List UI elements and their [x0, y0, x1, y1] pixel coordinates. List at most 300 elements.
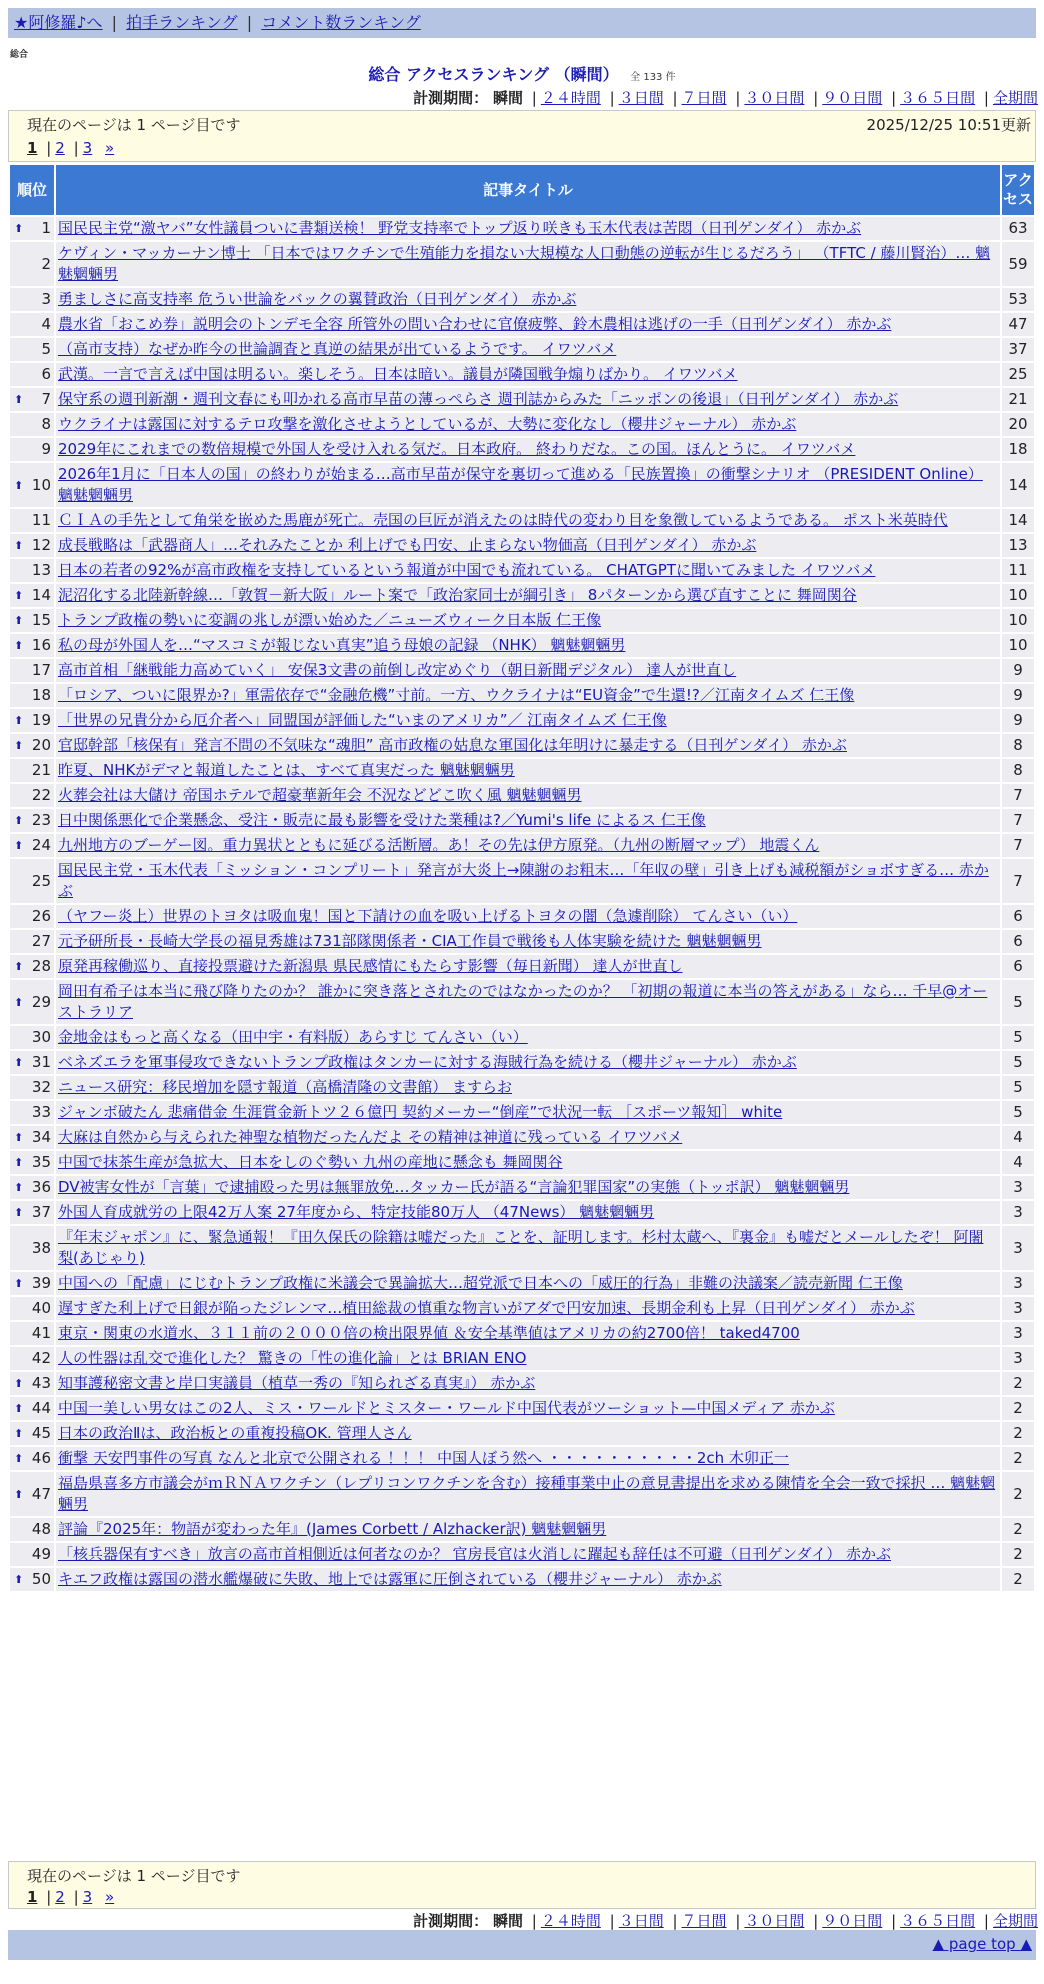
article-link[interactable]: 九州地方のブーゲー図。重力異状とともに延びる活断層。あ！その先は伊方原発。（九州の断層マップ） 地震くん: [58, 836, 820, 854]
article-link[interactable]: 日中関係悪化で企業懸念、受注・販売に最も影響を受けた業種は?／Yumi's life によるス 仁王像: [58, 811, 706, 829]
period-link-3d[interactable]: ３日間: [618, 89, 664, 107]
article-link[interactable]: 東京・関東の水道水、３１１前の２０００倍の検出限界値 ＆安全基準値はアメリカの約2700倍！ taked4700: [58, 1324, 800, 1342]
top-nav-bar: [8, 8, 1036, 38]
rank-number: 37: [31, 1203, 51, 1221]
access-count: 6: [1002, 930, 1034, 953]
rank-cell: [10, 338, 54, 361]
up-arrow-icon: ⬆: [14, 1181, 24, 1194]
period-label: 計測期間：: [413, 89, 489, 107]
access-count: 2: [1002, 1543, 1034, 1566]
period-link-all[interactable]: 全期間: [992, 1912, 1038, 1930]
article-link[interactable]: 金地金はもっと高くなる（田中宇・有料版）あらすじ てんさい（い）: [58, 1028, 528, 1046]
rank-number: 27: [31, 932, 51, 950]
rank-cell: [10, 1372, 54, 1395]
rank-cell: [10, 1226, 54, 1270]
rank-cell: [10, 1176, 54, 1199]
table-row: [10, 1026, 1034, 1049]
period-selector-bottom: 計測期間： 瞬間 | ２４時間 | ３日間 | ７日間 | ３０日間 | ９０日間 | ３６５日間 | 全期間: [413, 1912, 1038, 1930]
table-row: [10, 413, 1034, 436]
pager-top: 1 | 2 | 3 »: [27, 139, 115, 157]
access-count: 3: [1002, 1176, 1034, 1199]
title-cell: [56, 288, 1000, 311]
table-row: [10, 659, 1034, 682]
table-row: [10, 1322, 1034, 1345]
access-count: 59: [1002, 242, 1034, 286]
table-row: [10, 1372, 1034, 1395]
article-link[interactable]: 遅すぎた利上げで日銀が陥ったジレンマ…植田総裁の慎重な物言いがアダで円安加速、長期金利も上昇（日刊ゲンダイ） 赤かぶ: [58, 1299, 915, 1317]
access-count: 47: [1002, 313, 1034, 336]
article-link[interactable]: 中国で抹茶生産が急拡大、日本をしのぐ勢い 九州の産地に懸念も 舞岡関谷: [58, 1153, 563, 1171]
access-count: 3: [1002, 1226, 1034, 1270]
access-count: 9: [1002, 709, 1034, 732]
article-link[interactable]: 人の性器は乱交で進化した？ 驚きの「性の進化論」とは BRIAN ENO: [58, 1349, 527, 1367]
pager-page-3[interactable]: 3: [82, 1888, 93, 1906]
title-cell: [56, 1272, 1000, 1295]
rank-cell: [10, 313, 54, 336]
rank-cell: [10, 1422, 54, 1445]
title-cell: [56, 509, 1000, 532]
rank-number: 21: [31, 761, 51, 779]
rank-cell: [10, 1297, 54, 1320]
title-cell: [56, 584, 1000, 607]
title-cell: [56, 1397, 1000, 1420]
title-cell: [56, 684, 1000, 707]
period-link-90d[interactable]: ９０日間: [822, 1912, 883, 1930]
title-cell: [56, 1051, 1000, 1074]
access-count: 3: [1002, 1322, 1034, 1345]
access-count: 2: [1002, 1372, 1034, 1395]
article-link[interactable]: ウクライナは露国に対するテロ攻撃を激化させようとしているが、大勢に変化なし（櫻井ジャーナル） 赤かぶ: [58, 415, 797, 433]
table-row: [10, 834, 1034, 857]
page-info-text: 現在のページは 1 ページ目です: [27, 116, 241, 134]
rank-cell: [10, 905, 54, 928]
title-cell: [56, 1543, 1000, 1566]
period-label: 計測期間：: [413, 1912, 489, 1930]
access-count: 10: [1002, 634, 1034, 657]
table-row: [10, 1272, 1034, 1295]
access-count: 14: [1002, 509, 1034, 532]
rank-cell: [10, 559, 54, 582]
article-link[interactable]: 国民民主党“激ヤバ”女性議員ついに書類送検！ 野党支持率でトップ返り咲きも玉木代表は苦悶（日刊ゲンダイ） 赤かぶ: [58, 219, 862, 237]
access-count: 3: [1002, 1297, 1034, 1320]
rank-number: 30: [31, 1028, 51, 1046]
article-link[interactable]: 「世界の兄貴分から厄介者へ」同盟国が評価した“いまのアメリカ”／ 江南タイムズ 仁王像: [58, 711, 667, 729]
access-count: 7: [1002, 834, 1034, 857]
table-row: [10, 463, 1034, 507]
table-row: [10, 684, 1034, 707]
ranking-table: [8, 163, 1036, 1593]
period-link-30d[interactable]: ３０日間: [744, 1912, 805, 1930]
access-count: 3: [1002, 1272, 1034, 1295]
total-count: 全 133 件: [630, 72, 676, 83]
access-count: 3: [1002, 1201, 1034, 1224]
title-cell: [56, 709, 1000, 732]
rank-number: 5: [41, 340, 51, 358]
access-column-header: アクセス: [1002, 165, 1034, 215]
rank-cell: [10, 809, 54, 832]
article-link[interactable]: 火葬会社は大儲け 帝国ホテルで超豪華新年会 不況などどこ吹く風 魑魅魍魎男: [58, 786, 582, 804]
table-row: [10, 759, 1034, 782]
access-count: 7: [1002, 784, 1034, 807]
up-arrow-icon: ⬆: [14, 1156, 24, 1169]
rank-cell: [10, 509, 54, 532]
page-title: [0, 62, 1044, 85]
rank-number: 28: [31, 957, 51, 975]
access-count: 6: [1002, 955, 1034, 978]
title-cell: [56, 905, 1000, 928]
rank-cell: [10, 1101, 54, 1124]
rank-cell: [10, 1543, 54, 1566]
article-link[interactable]: 大麻は自然から与えられた神聖な植物だったんだよ その精神は神道に残っている イワツバメ: [58, 1128, 683, 1146]
article-link[interactable]: 2026年1月に「日本人の国」の終わりが始まる…高市早苗が保守を裏切って進める「民族置換」の衝撃シナリオ （PRESIDENT Online） 魑魅魍魎男: [58, 465, 983, 504]
article-link[interactable]: DV被害女性が「言葉」で逮捕殴った男は無罪放免…タッカー氏が語る“言論犯罪国家”の実態（トッポ訳） 魑魅魍魎男: [58, 1178, 850, 1196]
rank-cell: [10, 930, 54, 953]
up-arrow-icon: ⬆: [14, 639, 24, 652]
rank-number: 25: [31, 871, 51, 890]
article-link[interactable]: 「核兵器保有すべき」放言の高市首相側近は何者なのか？ 官房長官は火消しに躍起も辞任は不可避（日刊ゲンダイ） 赤かぶ: [58, 1545, 892, 1563]
applause-ranking-link[interactable]: 拍手ランキング: [126, 13, 238, 32]
comment-ranking-link[interactable]: コメント数ランキング: [261, 13, 421, 32]
rank-cell: [10, 784, 54, 807]
access-count: 5: [1002, 1051, 1034, 1074]
up-arrow-icon: ⬆: [14, 1277, 24, 1290]
rank-cell: [10, 1201, 54, 1224]
title-cell: [56, 313, 1000, 336]
rank-cell: [10, 1518, 54, 1541]
pager-current-page: 1: [27, 1888, 38, 1906]
table-row: [10, 1472, 1034, 1516]
rank-cell: [10, 684, 54, 707]
rank-number: 10: [31, 475, 51, 494]
article-link[interactable]: 昨夏、NHKがデマと報道したことは、すべて真実だった 魑魅魍魎男: [58, 761, 515, 779]
article-link[interactable]: 勇ましさに高支持率 危うい世論をバックの翼賛政治（日刊ゲンダイ） 赤かぶ: [58, 290, 577, 308]
up-arrow-icon: ⬆: [14, 1056, 24, 1069]
table-row: [10, 1126, 1034, 1149]
up-arrow-icon: ⬆: [14, 1427, 24, 1440]
category-label: 総合: [10, 50, 29, 60]
title-cell: [56, 1322, 1000, 1345]
up-arrow-icon: ⬆: [14, 614, 24, 627]
article-link[interactable]: 福島県喜多方市議会がｍＲＮＡワクチン（レプリコンワクチンを含む）接種事業中止の意見書提出を求める陳情を全会一致で採択 … 魑魅魍魎男: [58, 1474, 996, 1513]
access-count: 25: [1002, 363, 1034, 386]
table-row: [10, 784, 1034, 807]
up-arrow-icon: ⬆: [14, 739, 24, 752]
rank-cell: [10, 1151, 54, 1174]
title-cell: [56, 1568, 1000, 1591]
table-row: [10, 534, 1034, 557]
rank-number: 22: [31, 786, 51, 804]
nav-separator: |: [111, 13, 118, 32]
rank-number: 8: [41, 415, 51, 433]
table-row: [10, 930, 1034, 953]
table-row: [10, 1076, 1034, 1099]
rank-cell: [10, 859, 54, 903]
period-link-365d[interactable]: ３６５日間: [900, 89, 976, 107]
up-arrow-icon: ⬆: [14, 839, 24, 852]
pager-next[interactable]: »: [105, 1888, 115, 1906]
title-cell: [56, 1226, 1000, 1270]
rank-cell: [10, 1076, 54, 1099]
rank-cell: [10, 980, 54, 1024]
access-count: 5: [1002, 1076, 1034, 1099]
up-arrow-icon: ⬆: [14, 1573, 24, 1586]
period-link-all[interactable]: 全期間: [992, 89, 1038, 107]
access-count: 14: [1002, 463, 1034, 507]
article-link[interactable]: 『年末ジャポン』に、緊急通報！『田久保氏の除籍は嘘だった』ことを、証明します。杉村太蔵へ、『裏金』も嘘だとメールしたぞ！ 阿闍梨(あじゃり): [58, 1228, 984, 1267]
rank-number: 16: [31, 636, 51, 654]
table-row: [10, 809, 1034, 832]
rank-number: 4: [41, 315, 51, 333]
table-row: [10, 338, 1034, 361]
table-row: [10, 509, 1034, 532]
up-arrow-icon: ⬆: [14, 995, 24, 1009]
article-link[interactable]: 武漢。一言で言えば中国は明るい。楽しそう。日本は暗い。議員が隣国戦争煽りばかり。 イワツバメ: [58, 365, 738, 383]
rank-number: 15: [31, 611, 51, 629]
rank-number: 40: [31, 1299, 51, 1317]
pager-current-page: 1: [27, 139, 38, 157]
title-cell: [56, 1076, 1000, 1099]
article-link[interactable]: （ヤフー炎上）世界のトヨタは吸血鬼！国と下請けの血を吸い上げるトヨタの闇（急遽削除） てんさい（い）: [58, 907, 798, 925]
article-link[interactable]: ＣＩＡの手先として角栄を嵌めた馬鹿が死亡。売国の巨匠が消えたのは時代の変わり目を象徴しているようである。 ポスト米英時代: [58, 511, 948, 529]
home-link[interactable]: ★阿修羅♪へ: [14, 13, 103, 32]
period-link-3d[interactable]: ３日間: [618, 1912, 664, 1930]
rank-cell: [10, 1347, 54, 1370]
rank-cell: [10, 438, 54, 461]
article-link[interactable]: 原発再稼働巡り、直接投票避けた新潟県 県民感情にもたらす影響（毎日新聞） 達人が世直し: [58, 957, 683, 975]
article-link[interactable]: トランプ政権の勢いに変調の兆しが漂い始めた／ニューズウィーク日本版 仁王像: [58, 611, 602, 629]
table-row: [10, 1051, 1034, 1074]
table-row: [10, 955, 1034, 978]
access-count: 4: [1002, 1151, 1034, 1174]
article-link[interactable]: 私の母が外国人を…“マスコミが報じない真実”追う母娘の記録 （NHK） 魑魅魍魎男: [58, 636, 626, 654]
article-link[interactable]: 中国一美しい男女はこの2人、ミス・ワールドとミスター・ワールド中国代表がツーショット—中国メディア 赤かぶ: [58, 1399, 835, 1417]
footer-bar: [8, 1930, 1036, 1960]
period-link-7d[interactable]: ７日間: [681, 1912, 727, 1930]
rank-number: 46: [31, 1449, 51, 1467]
title-cell: [56, 534, 1000, 557]
title-cell: [56, 955, 1000, 978]
article-link[interactable]: 保守系の週刊新潮・週刊文春にも叩かれる高市早苗の薄っぺらさ 週刊誌からみた「ニッポンの後退」（日刊ゲンダイ） 赤かぶ: [58, 390, 899, 408]
up-arrow-icon: ⬆: [14, 814, 24, 827]
period-link-365d[interactable]: ３６５日間: [900, 1912, 976, 1930]
article-link[interactable]: 高市首相「継戦能力高めていく」 安保3文書の前倒し改定めぐり（朝日新聞デジタル） 達人が世直し: [58, 661, 737, 679]
access-count: 2: [1002, 1397, 1034, 1420]
rank-number: 34: [31, 1128, 51, 1146]
table-row: [10, 905, 1034, 928]
rank-number: 35: [31, 1153, 51, 1171]
article-link[interactable]: ニュース研究：移民増加を隠す報道（高橋清隆の文書館） ますらお: [58, 1078, 513, 1096]
rank-cell: [10, 1051, 54, 1074]
article-link[interactable]: 農水省「おこめ券」説明会のトンデモ全容 所管外の問い合わせに官僚疲弊、鈴木農相は逃げの一手（日刊ゲンダイ） 赤かぶ: [58, 315, 892, 333]
table-row: [10, 1347, 1034, 1370]
title-cell: [56, 1126, 1000, 1149]
rank-column-header: 順位: [10, 165, 54, 215]
table-row: [10, 438, 1034, 461]
rank-number: 48: [31, 1520, 51, 1538]
rank-cell: [10, 734, 54, 757]
pager-page-2[interactable]: 2: [55, 1888, 65, 1906]
title-cell: [56, 1201, 1000, 1224]
title-cell: [56, 859, 1000, 903]
table-row: [10, 1101, 1034, 1124]
page-info-top: [8, 110, 1036, 162]
title-cell: [56, 1101, 1000, 1124]
title-cell: [56, 980, 1000, 1024]
rank-cell: [10, 1447, 54, 1470]
rank-cell: [10, 584, 54, 607]
article-link[interactable]: ベネズエラを軍事侵攻できないトランプ政権はタンカーに対する海賊行為を続ける（櫻井ジャーナル） 赤かぶ: [58, 1053, 797, 1071]
table-row: [10, 1543, 1034, 1566]
title-cell: [56, 1518, 1000, 1541]
title-cell: [56, 809, 1000, 832]
period-link-24h[interactable]: ２４時間: [540, 89, 601, 107]
up-arrow-icon: ⬆: [14, 222, 24, 235]
rank-number: 19: [31, 711, 51, 729]
rank-number: 9: [41, 440, 51, 458]
article-link[interactable]: 泥沼化する北陸新幹線…「敦賀－新大阪」ルート案で「政治家同士が綱引き」 8パターンから選び直すことに 舞岡関谷: [58, 586, 857, 604]
title-cell: [56, 1372, 1000, 1395]
title-cell: [56, 242, 1000, 286]
article-link[interactable]: 日本の若者の92%が高市政権を支持しているという報道が中国でも流れている。 CHATGPTに聞いてみました イワツバメ: [58, 561, 876, 579]
access-count: 2: [1002, 1447, 1034, 1470]
access-count: 7: [1002, 809, 1034, 832]
table-row: [10, 1226, 1034, 1270]
title-cell: [56, 784, 1000, 807]
pager-next[interactable]: »: [105, 139, 115, 157]
article-link[interactable]: 外国人育成就労の上限42万人案 27年度から、特定技能80万人 （47News） 魑魅魍魎男: [58, 1203, 655, 1221]
table-row: [10, 313, 1034, 336]
title-cell: [56, 1026, 1000, 1049]
access-count: 5: [1002, 980, 1034, 1024]
article-link[interactable]: （高市支持）なぜか昨今の世論調査と真逆の結果が出ているようです。 イワツバメ: [58, 340, 617, 358]
article-link[interactable]: ジャンボ破たん 悲痛借金 生涯賞金新トツ２６億円 契約メーカー“倒産”で状況一転 ［スポーツ報知］ white: [58, 1103, 783, 1121]
rank-number: 45: [31, 1424, 51, 1442]
article-link[interactable]: 日本の政治Ⅱは、政治板との重複投稿OK. 管理人さん: [58, 1424, 412, 1442]
access-count: 20: [1002, 413, 1034, 436]
access-count: 63: [1002, 217, 1034, 240]
title-cell: [56, 659, 1000, 682]
rank-number: 49: [31, 1545, 51, 1563]
title-cell: [56, 413, 1000, 436]
article-link[interactable]: ケヴィン・マッカーナン博士 「日本ではワクチンで生殖能力を損ない大規模な人口動態の逆転が生じるだろう」 （TFTC / 藤川賢治）… 魑魅魍魎男: [58, 244, 991, 283]
access-count: 3: [1002, 1347, 1034, 1370]
rank-number: 7: [41, 390, 51, 408]
rank-cell: [10, 1472, 54, 1516]
access-count: 10: [1002, 584, 1034, 607]
up-arrow-icon: ⬆: [14, 1402, 24, 1415]
article-link[interactable]: 岡田有希子は本当に飛び降りたのか？ 誰かに突き落とされたのではなかったのか？ 「初期の報道に本当の答えがある」なら… 千早@オーストラリア: [58, 982, 988, 1021]
pager-page-2[interactable]: 2: [55, 139, 65, 157]
updated-timestamp: 2025/12/25 10:51更新: [866, 116, 1031, 134]
access-count: 5: [1002, 1101, 1034, 1124]
rank-number: 29: [31, 992, 51, 1011]
table-row: [10, 363, 1034, 386]
nav-separator: |: [246, 13, 253, 32]
article-link[interactable]: 成長戦略は「武器商人」…それみたことか 利上げでも円安、止まらない物価高（日刊ゲンダイ） 赤かぶ: [58, 536, 757, 554]
article-link[interactable]: 中国への「配慮」にじむトランプ政権に米議会で異論拡大…超党派で日本への「威圧的行為」非難の決議案／読売新聞 仁王像: [58, 1274, 903, 1292]
rank-number: 50: [31, 1570, 51, 1588]
rank-number: 1: [41, 219, 51, 237]
article-link[interactable]: 衝撃 天安門事件の写真 なんと北京で公開される ！！！ 中国人ぼう然へ ・・・・・・・・・・2ch 木卯正一: [58, 1449, 789, 1467]
title-cell: [56, 1297, 1000, 1320]
page-top-link[interactable]: ▲ page top ▲: [932, 1935, 1032, 1953]
title-column-header: 記事タイトル: [56, 165, 1000, 215]
period-link-7d[interactable]: ７日間: [681, 89, 727, 107]
up-arrow-icon: ⬆: [14, 960, 24, 973]
rank-number: 43: [31, 1374, 51, 1392]
rank-cell: [10, 659, 54, 682]
rank-cell: [10, 388, 54, 411]
article-link[interactable]: 官邸幹部「核保有」発言不問の不気味な“魂胆” 高市政権の姑息な軍国化は年明けに暴走する（日刊ゲンダイ） 赤かぶ: [58, 736, 847, 754]
table-row: [10, 1518, 1034, 1541]
access-count: 13: [1002, 534, 1034, 557]
article-link[interactable]: キエフ政権は露国の潜水艦爆破に失敗、地上では露軍に圧倒されている（櫻井ジャーナル） 赤かぶ: [58, 1570, 722, 1588]
rank-number: 44: [31, 1399, 51, 1417]
rank-cell: [10, 834, 54, 857]
article-link[interactable]: 評論『2025年：物語が変わった年』(James Corbett / Alzhacker訳) 魑魅魍魎男: [58, 1520, 607, 1538]
table-row: [10, 1151, 1034, 1174]
up-arrow-icon: ⬆: [14, 1377, 24, 1390]
access-count: 9: [1002, 659, 1034, 682]
access-count: 37: [1002, 338, 1034, 361]
title-cell: [56, 759, 1000, 782]
pager-bottom: 1 | 2 | 3 »: [27, 1888, 115, 1906]
table-row: [10, 859, 1034, 903]
table-row: [10, 734, 1034, 757]
title-cell: [56, 609, 1000, 632]
rank-cell: [10, 1126, 54, 1149]
pager-page-3[interactable]: 3: [82, 139, 93, 157]
access-count: 4: [1002, 1126, 1034, 1149]
title-cell: [56, 734, 1000, 757]
period-link-30d[interactable]: ３０日間: [744, 89, 805, 107]
access-count: 11: [1002, 559, 1034, 582]
article-link[interactable]: 国民民主党・玉木代表「ミッション・コンプリート」発言が大炎上→陳謝のお粗末…「年収の壁」引き上げも減税額がショボすぎる… 赤かぶ: [58, 861, 989, 900]
article-link[interactable]: 2029年にこれまでの数倍規模で外国人を受け入れる気だ。日本政府。 終わりだな。この国。ほんとうに。 イワツバメ: [58, 440, 856, 458]
access-count: 2: [1002, 1472, 1034, 1516]
rank-cell: [10, 1568, 54, 1591]
period-link-24h[interactable]: ２４時間: [540, 1912, 601, 1930]
up-arrow-icon: ⬆: [14, 1452, 24, 1465]
up-arrow-icon: ⬆: [14, 1206, 24, 1219]
rank-cell: [10, 288, 54, 311]
access-count: 2: [1002, 1422, 1034, 1445]
title-cell: [56, 388, 1000, 411]
table-row: [10, 217, 1034, 240]
rank-cell: [10, 1322, 54, 1345]
rank-cell: [10, 217, 54, 240]
access-count: 6: [1002, 905, 1034, 928]
table-row: [10, 559, 1034, 582]
rank-number: 41: [31, 1324, 51, 1342]
rank-cell: [10, 463, 54, 507]
access-count: 2: [1002, 1518, 1034, 1541]
rank-number: 12: [31, 536, 51, 554]
rank-number: 20: [31, 736, 51, 754]
article-link[interactable]: 「ロシア、ついに限界か?」軍需依存で“金融危機”寸前。一方、ウクライナは“EU資金”で生還!?／江南タイムズ 仁王像: [58, 686, 855, 704]
table-row: [10, 1447, 1034, 1470]
period-link-90d[interactable]: ９０日間: [822, 89, 883, 107]
up-arrow-icon: ⬆: [14, 1487, 24, 1501]
ranking-table-body: [10, 217, 1034, 1591]
title-cell: [56, 338, 1000, 361]
rank-number: 38: [31, 1238, 51, 1257]
access-count: 9: [1002, 684, 1034, 707]
article-link[interactable]: 知事護秘密文書と岸口実議員（植草一秀の『知られざる真実』） 赤かぶ: [58, 1374, 536, 1392]
article-link[interactable]: 元予研所長・長崎大学長の福見秀雄は731部隊関係者・CIA工作員で戦後も人体実験を続けた 魑魅魍魎男: [58, 932, 762, 950]
title-cell: [56, 1347, 1000, 1370]
up-arrow-icon: ⬆: [14, 1131, 24, 1144]
